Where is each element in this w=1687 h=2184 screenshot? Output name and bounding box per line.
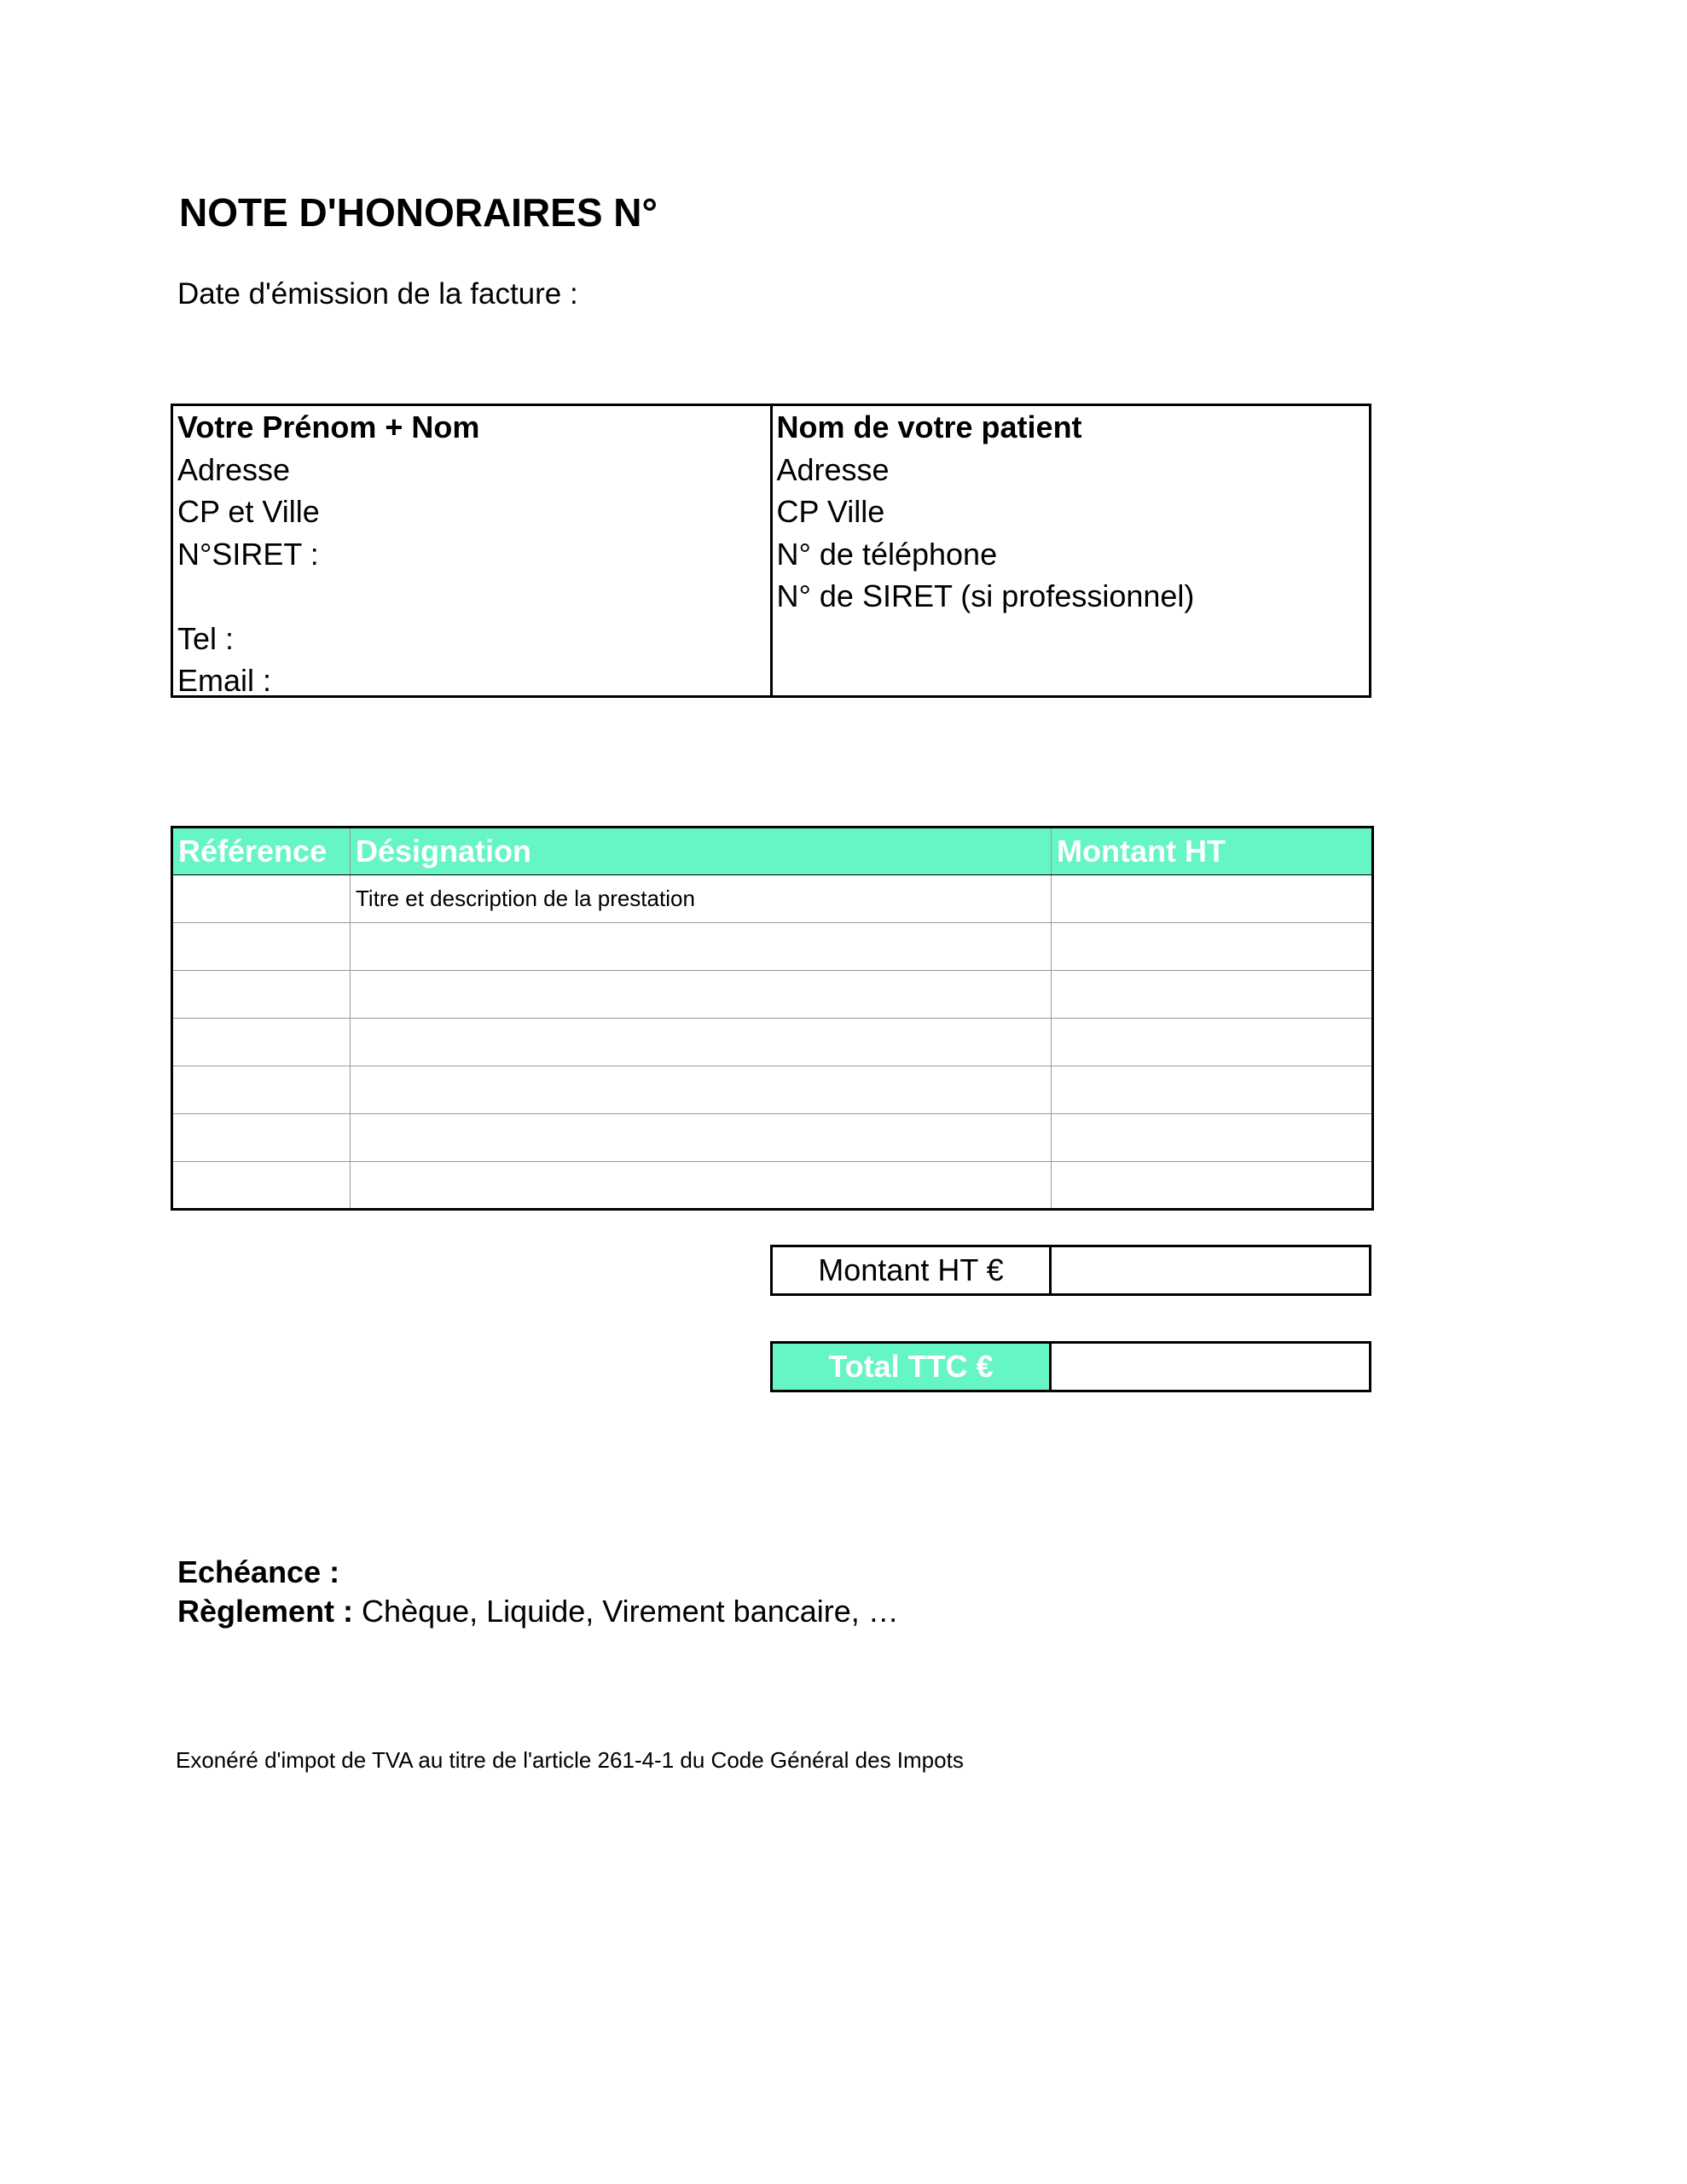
cell-designation[interactable]	[351, 1019, 1052, 1066]
total-ttc-value[interactable]	[1052, 1344, 1369, 1390]
issuer-name: Votre Prénom + Nom	[177, 410, 480, 444]
patient-city: CP Ville	[776, 494, 885, 529]
cell-reference[interactable]	[172, 923, 351, 971]
payment-method-line	[177, 1592, 899, 1631]
subtotal-ht-value[interactable]	[1052, 1247, 1369, 1293]
issue-date-label: Date d'émission de la facture :	[177, 277, 578, 311]
cell-designation[interactable]	[351, 1114, 1052, 1162]
patient-address: Adresse	[776, 451, 890, 487]
patient-name: Nom de votre patient	[776, 410, 1082, 444]
cell-amount[interactable]	[1052, 923, 1373, 971]
issuer-siret: N°SIRET :	[177, 536, 319, 572]
items-header-row	[172, 828, 1373, 875]
due-date-label: Echéance :	[177, 1554, 340, 1589]
cell-reference[interactable]	[172, 1066, 351, 1114]
document-title: NOTE D'HONORAIRES N°	[179, 190, 658, 235]
header-designation: Désignation	[351, 828, 1052, 875]
table-row	[172, 1066, 1373, 1114]
cell-amount[interactable]	[1052, 1114, 1373, 1162]
issuer-address: Adresse	[177, 451, 291, 487]
issuer-phone: Tel :	[177, 620, 235, 656]
cell-amount[interactable]	[1052, 971, 1373, 1019]
cell-amount[interactable]	[1052, 1066, 1373, 1114]
cell-reference[interactable]	[172, 971, 351, 1019]
issuer-spacer	[177, 575, 770, 618]
patient-siret: N° de SIRET (si professionnel)	[776, 578, 1195, 613]
cell-designation[interactable]: Titre et description de la prestation	[351, 875, 1052, 923]
cell-designation[interactable]	[351, 1066, 1052, 1114]
table-row	[172, 1019, 1373, 1066]
cell-designation[interactable]	[351, 923, 1052, 971]
subtotal-ht-label: Montant HT €	[773, 1247, 1052, 1293]
cell-amount[interactable]	[1052, 875, 1373, 923]
cell-designation[interactable]	[351, 971, 1052, 1019]
payment-terms	[177, 1553, 899, 1631]
payment-method-value: Chèque, Liquide, Virement bancaire, …	[353, 1594, 899, 1629]
vat-exemption-note: Exonéré d'impot de TVA au titre de l'article 261-4-1 du Code Général des Impots	[176, 1747, 964, 1773]
parties-box	[171, 404, 1371, 698]
due-date-line	[177, 1553, 899, 1592]
table-row	[172, 1114, 1373, 1162]
table-row	[172, 1162, 1373, 1210]
cell-reference[interactable]	[172, 1019, 351, 1066]
issuer-email: Email :	[177, 663, 272, 698]
patient-phone: N° de téléphone	[776, 536, 998, 572]
total-ttc-box	[770, 1341, 1371, 1392]
total-ttc-label: Total TTC €	[773, 1344, 1052, 1390]
table-row	[172, 923, 1373, 971]
header-reference: Référence	[172, 828, 351, 875]
issuer-block	[173, 406, 770, 698]
cell-amount[interactable]	[1052, 1019, 1373, 1066]
cell-designation[interactable]	[351, 1162, 1052, 1210]
payment-method-label: Règlement :	[177, 1594, 354, 1629]
table-row	[172, 875, 1373, 923]
issuer-city: CP et Ville	[177, 494, 320, 529]
cell-reference[interactable]	[172, 875, 351, 923]
table-row	[172, 971, 1373, 1019]
patient-block	[770, 406, 1370, 695]
header-amount: Montant HT	[1052, 828, 1373, 875]
cell-reference[interactable]	[172, 1114, 351, 1162]
subtotal-ht-box	[770, 1245, 1371, 1296]
cell-amount[interactable]	[1052, 1162, 1373, 1210]
cell-reference[interactable]	[172, 1162, 351, 1210]
items-table	[171, 826, 1374, 1211]
